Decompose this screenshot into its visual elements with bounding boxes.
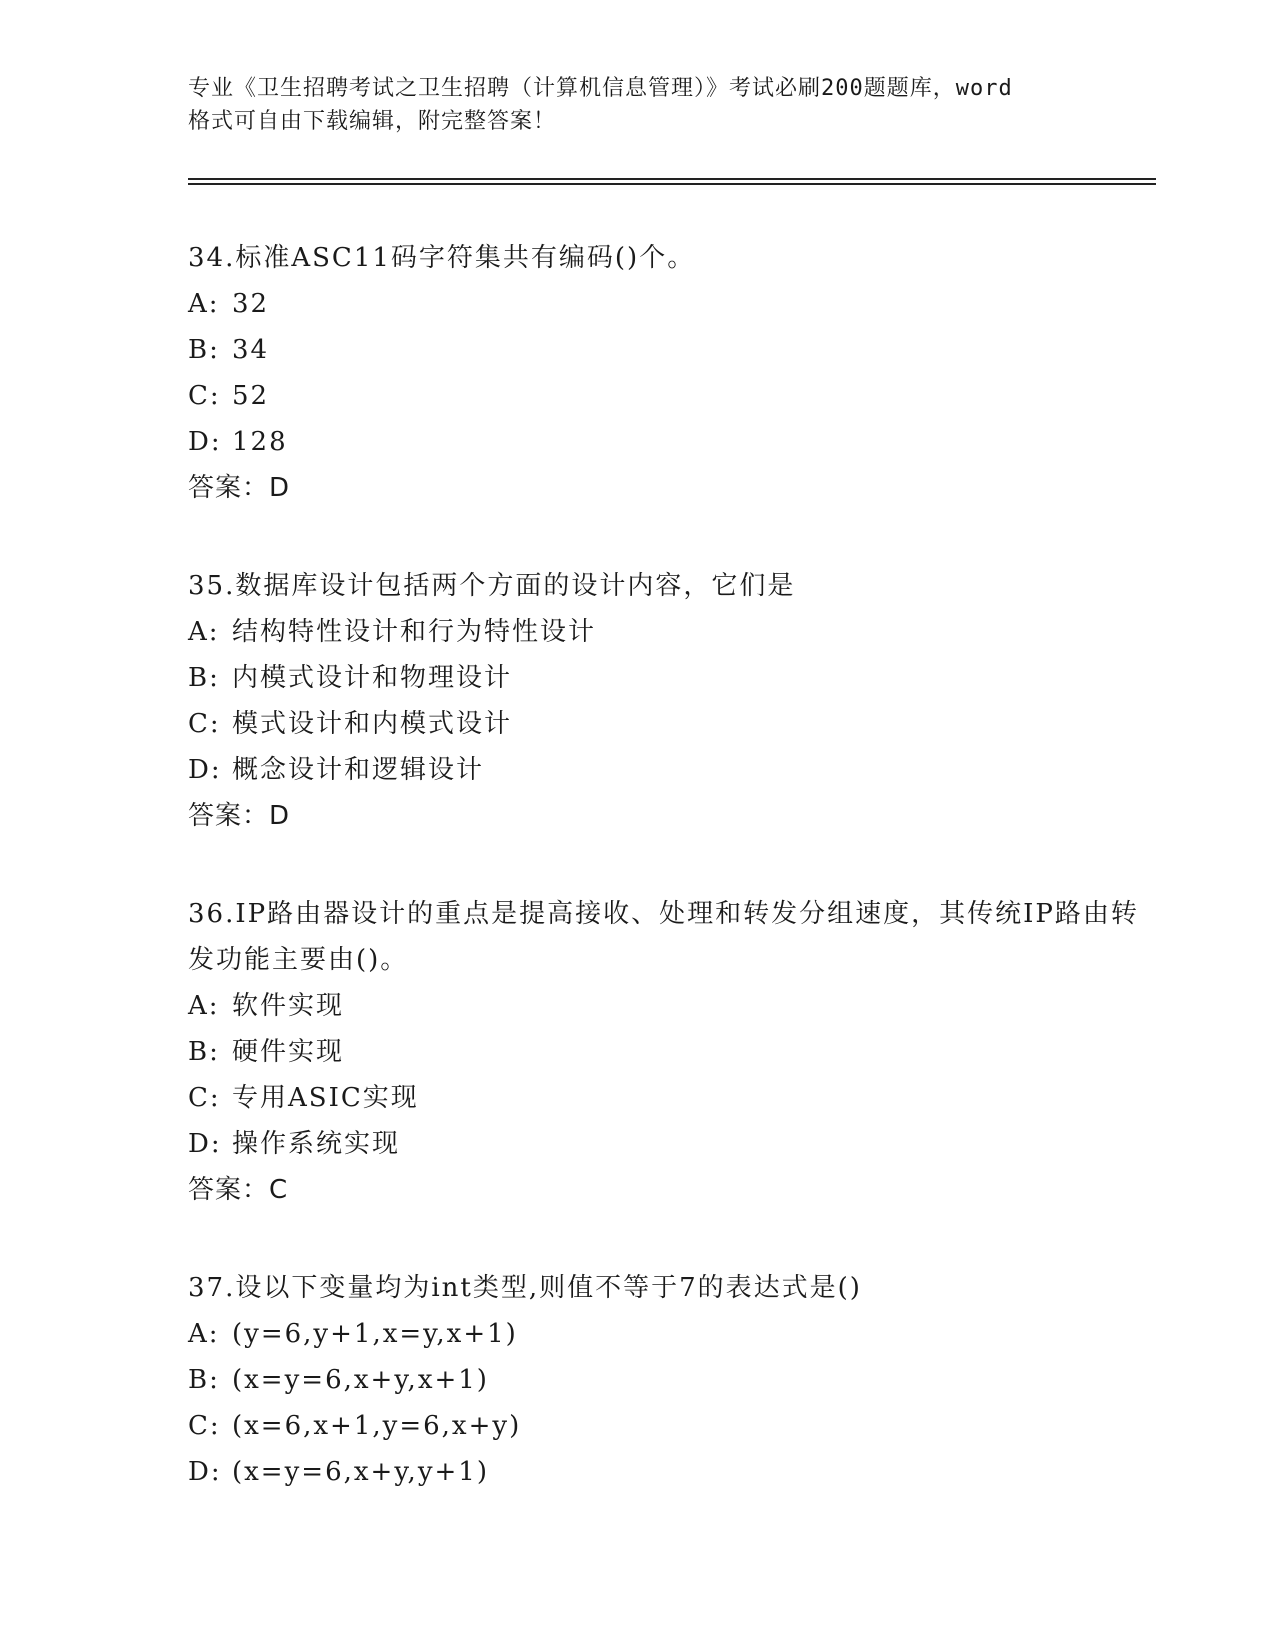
option-text: 34	[232, 335, 270, 365]
option-a	[188, 281, 1148, 327]
option-d	[188, 1121, 1148, 1167]
option-text: 内模式设计和物理设计	[232, 663, 513, 693]
option-letter: D:	[188, 1457, 222, 1487]
option-c	[188, 1403, 1148, 1449]
option-b	[188, 1357, 1148, 1403]
answer-label: 答案：D	[188, 473, 291, 503]
option-d	[188, 747, 1148, 793]
question-37	[188, 1265, 1148, 1495]
option-d	[188, 1449, 1148, 1495]
question-stem: 34.标准ASC11码字符集共有编码()个。	[188, 243, 696, 273]
answer-label: 答案：D	[188, 801, 291, 831]
option-c	[188, 701, 1148, 747]
option-letter: C:	[188, 709, 221, 739]
option-text: (y=6,y+1,x=y,x+1)	[232, 1319, 518, 1349]
header-line-1: 专业《卫生招聘考试之卫生招聘（计算机信息管理）》考试必刷200题题库，word	[188, 76, 1013, 101]
option-letter: A:	[188, 289, 220, 319]
option-letter: C:	[188, 381, 221, 411]
option-a	[188, 609, 1148, 655]
option-letter: A:	[188, 991, 220, 1021]
header-divider-top	[188, 178, 1156, 180]
option-text: (x=6,x+1,y=6,x+y)	[232, 1411, 522, 1441]
option-text: 结构特性设计和行为特性设计	[232, 617, 597, 647]
option-letter: C:	[188, 1083, 221, 1113]
question-list	[188, 235, 1148, 1547]
option-letter: C:	[188, 1411, 221, 1441]
option-letter: D:	[188, 1129, 222, 1159]
answer-label: 答案：C	[188, 1175, 289, 1205]
option-a	[188, 1311, 1148, 1357]
header-divider-bottom	[188, 183, 1156, 185]
option-text: 模式设计和内模式设计	[232, 709, 513, 739]
option-text: 操作系统实现	[232, 1129, 401, 1159]
option-a	[188, 983, 1148, 1029]
option-d	[188, 419, 1148, 465]
option-letter: A:	[188, 617, 220, 647]
option-letter: D:	[188, 427, 222, 457]
option-text: 软件实现	[232, 991, 345, 1021]
option-c	[188, 373, 1148, 419]
option-letter: B:	[188, 663, 220, 693]
question-stem: 35.数据库设计包括两个方面的设计内容，它们是	[188, 571, 796, 601]
question-35	[188, 563, 1148, 839]
question-stem: 37.设以下变量均为int类型,则值不等于7的表达式是()	[188, 1273, 862, 1303]
option-c	[188, 1075, 1148, 1121]
option-letter: D:	[188, 755, 222, 785]
option-text: 32	[232, 289, 270, 319]
document-header	[188, 72, 1088, 138]
question-36	[188, 891, 1148, 1213]
option-text: 52	[232, 381, 270, 411]
option-b	[188, 655, 1148, 701]
header-line-2: 格式可自由下载编辑，附完整答案！	[188, 109, 557, 134]
option-letter: A:	[188, 1319, 220, 1349]
option-text: 128	[232, 427, 288, 457]
option-b	[188, 1029, 1148, 1075]
option-text: (x=y=6,x+y,x+1)	[232, 1365, 489, 1395]
option-text: (x=y=6,x+y,y+1)	[232, 1457, 489, 1487]
question-stem: 36.IP路由器设计的重点是提高接收、处理和转发分组速度，其传统IP路由转发功能主要由()。	[188, 899, 1139, 975]
option-b	[188, 327, 1148, 373]
option-letter: B:	[188, 1037, 220, 1067]
option-letter: B:	[188, 1365, 220, 1395]
option-text: 专用ASIC实现	[232, 1083, 419, 1113]
question-34	[188, 235, 1148, 511]
option-letter: B:	[188, 335, 220, 365]
option-text: 概念设计和逻辑设计	[232, 755, 485, 785]
option-text: 硬件实现	[232, 1037, 345, 1067]
